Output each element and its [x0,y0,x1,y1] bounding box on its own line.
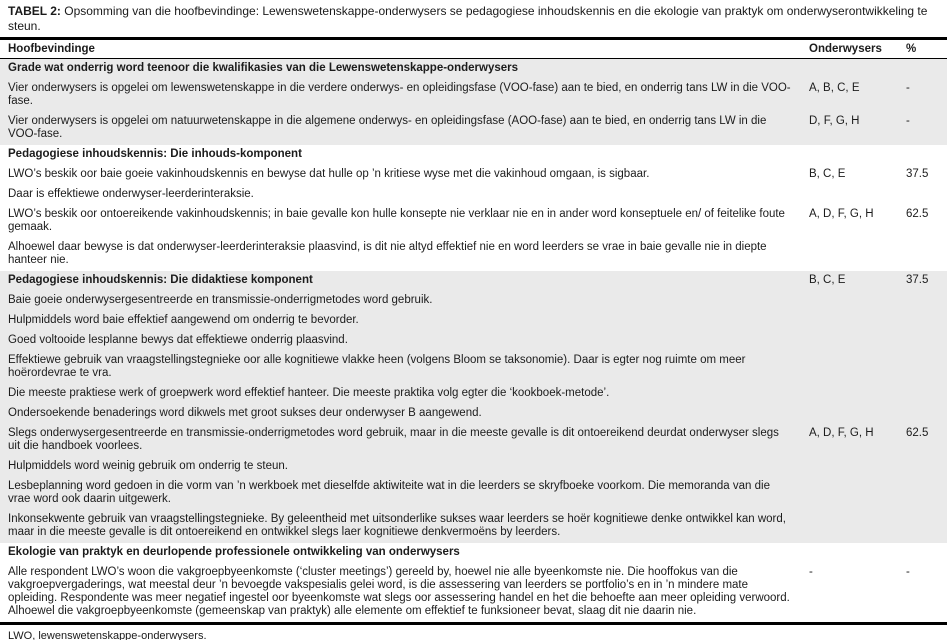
percent-value [900,188,934,201]
teachers-value [803,148,900,161]
finding-text: Inkonsekwente gebruik van vraagstellingstegnieke. By geleentheid met uitsonderlike sukses waar leerders se hoër kognitiewe denke ontwikkel kan word, maar in die meeste gevalle is dit ontoereikend en ontwikkel slegs laer kognitiewe denkvermoëns by leerders. [8,513,786,538]
teachers-value [803,513,900,539]
teachers-value: A, B, C, E [809,82,860,94]
table-section-2 [0,271,947,543]
table-row-2-7 [0,457,934,477]
finding-text: Goed voltooide lesplanne bewys dat effektiewe onderrig plaasvind. [8,334,348,346]
teachers-value [803,546,900,559]
teachers-value: A, D, F, G, H [809,427,874,439]
finding-text: Pedagogiese inhoudskennis: Die didaktiese komponent [8,274,313,286]
percent-value [900,334,934,347]
section-2-header-row [0,271,934,291]
findings-table [0,40,947,623]
finding-text: Die meeste praktiese werk of groepwerk word effektief hanteer. Die meeste praktika volg egter die ‘kookboek-metode’. [8,387,610,399]
table-row-2-1 [0,311,934,331]
finding-text: LWO’s beskik oor ontoereikende vakinhoudskennis; in baie gevalle kon hulle konsepte nie verklaar nie en in ander word konseptuele en/ of feitelike foute gemaak. [8,208,785,233]
percent-value: 62.5 [906,427,929,439]
teachers-value [803,314,900,327]
percent-value [900,513,934,539]
percent-value [900,546,934,559]
table-row-3-0 [0,563,934,622]
percent-value [900,407,934,420]
percent-value: 37.5 [906,274,929,286]
table-row-1-2 [0,205,934,238]
percent-value [900,148,934,161]
table-footnote: LWO, lewenswetenskappe-onderwysers. [8,629,207,640]
finding-text: Ondersoekende benaderings word dikwels met groot sukses deur onderwyser B aangewend. [8,407,482,419]
column-header-teachers: Onderwysers [809,42,882,55]
table-row-2-3 [0,351,934,384]
teachers-value: B, C, E [809,168,846,180]
table-row-1-1 [0,185,934,205]
table-row-1-0 [0,165,934,185]
teachers-value [803,334,900,347]
finding-text: Ekologie van praktyk en deurlopende professionele ontwikkeling van onderwysers [8,546,460,558]
teachers-value [803,460,900,473]
section-0-header-row [0,59,934,79]
table-row-2-5 [0,404,934,424]
teachers-value: - [809,566,813,578]
table-row-0-1 [0,112,934,145]
percent-value [900,62,934,75]
percent-value [900,387,934,400]
finding-text: Grade wat onderrig word teenoor die kwalifikasies van die Lewenswetenskappe-onderwysers [8,62,518,74]
table-label: TABEL 2: [8,4,61,18]
percent-value [900,241,934,267]
teachers-value [803,241,900,267]
column-header-percent: % [906,42,917,55]
table-body [0,59,947,622]
table-section-3 [0,543,947,622]
percent-value [900,314,934,327]
finding-text: Baie goeie onderwysergesentreerde en transmissie-onderrigmetodes word gebruik. [8,294,433,306]
teachers-value [803,188,900,201]
table-row-0-0 [0,79,934,112]
teachers-value: D, F, G, H [809,115,860,127]
table-row-2-2 [0,331,934,351]
teachers-value: A, D, F, G, H [809,208,874,220]
table-caption-text: Opsomming van die hoofbevindinge: Lewenswetenskappe-onderwysers se pedagogiese inhoudskennis en die ekologie van praktyk om onderwyserontwikkeling te steun. [8,4,928,33]
table-row-2-4 [0,384,934,404]
finding-text: Alle respondent LWO’s woon die vakgroepbyeenkomste (‘cluster meetings’) gereeld by, hoewel nie alle byeenkomste nie. Die hooffokus van die vakgroepvergaderings, wat meestal deur ’n bevoegde vakspesialis gelei word, is die assessering van leerders se portfolio’s en in ’n mindere mate opleiding. Respondente was meer negatief ingestel oor byeenkomste wat slegs oor assessering handel en het die behoefte aan meer opleiding verwoord. Alhoewel die vakgroepbyeenkomste (gemeenskap van praktyk) alle elemente om effektief te funksioneer bevat, slaag dit nie daarin nie. [8,566,790,617]
table-section-0 [0,59,947,145]
teachers-value [803,294,900,307]
section-1-header-row [0,145,934,165]
finding-text: Vier onderwysers is opgelei om natuurwetenskappe in die algemene onderwys- en opleidingsfase (AOO-fase) aan te bied, en onderrig tans LW in die VOO-fase. [8,115,767,140]
teachers-value [803,387,900,400]
finding-text: Hulpmiddels word baie effektief aangewend om onderrig te bevorder. [8,314,359,326]
finding-text: Slegs onderwysergesentreerde en transmissie-onderrigmetodes word gebruik, maar in die meeste gevalle is dit ontoereikend deurdat onderwyser slegs uit die handboek voorlees. [8,427,779,452]
finding-text: Effektiewe gebruik van vraagstellingstegnieke oor alle kognitiewe vlakke heen (volgens Bloom se taksonomie). Daar is egter nog ruimte om meer hoërordevrae te vra. [8,354,746,379]
percent-value: 37.5 [906,168,929,180]
table-section-1 [0,145,947,271]
table-row-2-9 [0,510,934,543]
column-header-row [0,40,934,58]
percent-value: - [906,82,910,94]
finding-text: Daar is effektiewe onderwyser-leerderinteraksie. [8,188,254,200]
table-row-2-0 [0,291,934,311]
finding-text: Vier onderwysers is opgelei om lewenswetenskappe in die verdere onderwys- en opleidingsfase (VOO-fase) aan te bied, en onderrig tans LW in die VOO-fase. [8,82,791,107]
percent-value: - [906,115,910,127]
finding-text: Alhoewel daar bewyse is dat onderwyser-leerderinteraksie plaasvind, is dit nie altyd effektief nie en word leerders se vrae in baie gevalle nie in diepte hanteer nie. [8,241,767,266]
table-row-2-8 [0,477,934,510]
teachers-value [803,62,900,75]
table-row-1-3 [0,238,934,271]
percent-value [900,480,934,506]
percent-value [900,460,934,473]
column-header-findings: Hoofbevindinge [8,42,95,55]
percent-value: - [906,566,910,578]
section-3-header-row [0,543,934,563]
teachers-value [803,480,900,506]
teachers-value [803,354,900,380]
finding-text: Pedagogiese inhoudskennis: Die inhouds-komponent [8,148,302,160]
finding-text: LWO’s beskik oor baie goeie vakinhoudskennis en bewyse dat hulle op ’n kritiese wyse met die vakinhoud omgaan, is sigbaar. [8,168,650,180]
table-row-2-6 [0,424,934,457]
percent-value [900,294,934,307]
finding-text: Hulpmiddels word weinig gebruik om onderrig te steun. [8,460,288,472]
table-caption [0,0,947,37]
teachers-value: B, C, E [809,274,846,286]
teachers-value [803,407,900,420]
percent-value [900,354,934,380]
finding-text: Lesbeplanning word gedoen in die vorm van ’n werkboek met dieselfde aktiwiteite wat in die leerders se skryfboeke voorkom. Die memoranda van die vrae word ook daarin uitgewerk. [8,480,770,505]
percent-value: 62.5 [906,208,929,220]
